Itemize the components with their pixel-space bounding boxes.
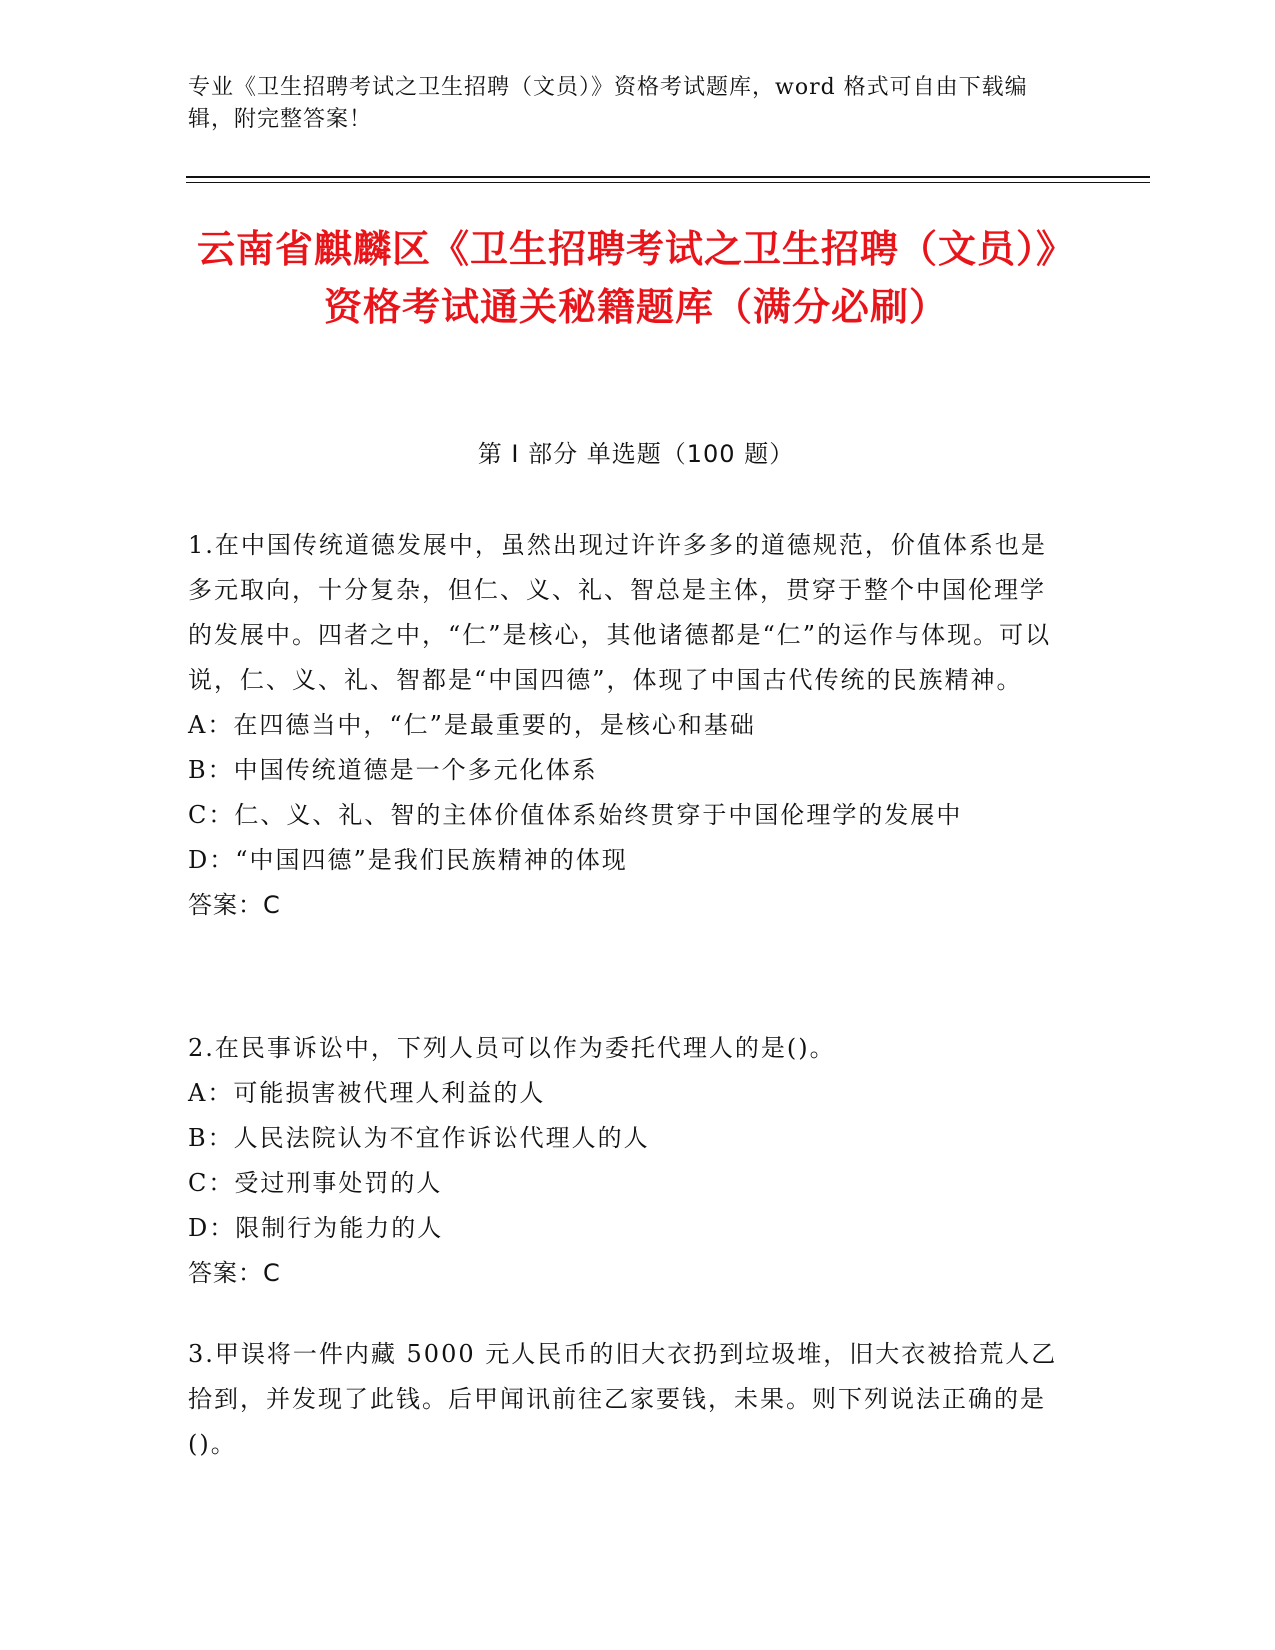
- question-stem: 2.在民事诉讼中，下列人员可以作为委托代理人的是()。: [188, 1034, 836, 1062]
- question-answer: 答案：C: [188, 891, 281, 919]
- option-c: C：仁、义、礼、智的主体价值体系始终贯穿于中国伦理学的发展中: [188, 801, 963, 829]
- question-3: [188, 1332, 1068, 1467]
- question-answer: 答案：C: [188, 1259, 281, 1287]
- option-c: C：受过刑事处罚的人: [188, 1169, 443, 1197]
- option-a: A：可能损害被代理人利益的人: [188, 1079, 546, 1107]
- question-stem: 1.在中国传统道德发展中，虽然出现过许许多多的道德规范，价值体系也是多元取向，十分复杂，但仁、义、礼、智总是主体，贯穿于整个中国伦理学的发展中。四者之中，“仁”是核心，其他诸德都是“仁”的运作与体现。可以说，仁、义、礼、智都是“中国四德”，体现了中国古代传统的民族精神。: [188, 531, 1052, 694]
- option-b: B：中国传统道德是一个多元化体系: [188, 756, 598, 784]
- option-d: D：限制行为能力的人: [188, 1214, 444, 1242]
- question-1: [188, 523, 1068, 928]
- header-rule-thin: [186, 182, 1150, 183]
- option-b: B：人民法院认为不宜作诉讼代理人的人: [188, 1124, 650, 1152]
- option-d: D：“中国四德”是我们民族精神的体现: [188, 846, 628, 874]
- option-a: A：在四德当中，“仁”是最重要的，是核心和基础: [188, 711, 756, 739]
- header-rule-thick: [186, 176, 1150, 178]
- section-title: 第 I 部分 单选题（100 题）: [477, 440, 795, 468]
- header-note: 专业《卫生招聘考试之卫生招聘（文员）》资格考试题库，word 格式可自由下载编辑，附完整答案！: [188, 75, 1028, 132]
- question-stem: 3.甲误将一件内藏 5000 元人民币的旧大衣扔到垃圾堆，旧大衣被拾荒人乙拾到，并发现了此钱。后甲闻讯前往乙家要钱，未果。则下列说法正确的是()。: [188, 1340, 1058, 1458]
- document-title: 云南省麒麟区《卫生招聘考试之卫生招聘（文员）》资格考试通关秘籍题库（满分必刷）: [196, 227, 1075, 329]
- question-2: [188, 1026, 1068, 1296]
